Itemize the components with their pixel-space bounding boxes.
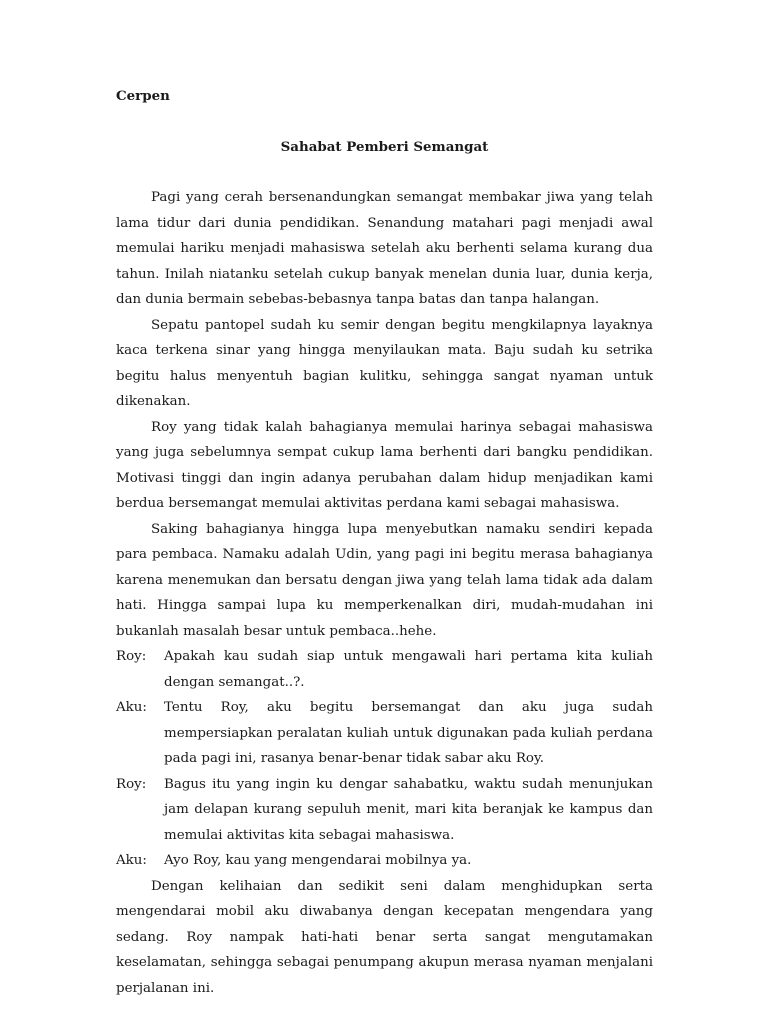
paragraph: Dengan kelihaian dan sedikit seni dalam menghidupkan serta mengendarai mobil aku diwabanya dengan kecepatan mengendara yang sedang. Roy nampak hati-hati benar serta sangat mengutamakan keselamatan, sehingga sebagai penumpang akupun merasa nyaman menjalani perjalanan ini. [116, 878, 653, 996]
paragraph: Roy yang tidak kalah bahagianya memulai harinya sebagai mahasiswa yang juga sebelumnya sempat cukup lama berhenti dari bangku pendidikan. Motivasi tinggi dan ingin adanya perubahan dalam hidup menjadikan kami berdua bersemangat memulai aktivitas perdana kami sebagai mahasiswa. [116, 419, 653, 511]
dialogue-text: Bagus itu yang ingin ku dengar sahabatku, waktu sudah menunjukan jam delapan kurang sepuluh menit, mari kita beranjak ke kampus dan memulai aktivitas kita sebagai mahasiswa. [164, 776, 653, 843]
dialogue-speaker: Roy: [116, 776, 147, 792]
dialogue-speaker: Roy: [116, 649, 147, 664]
genre-label: Cerpen [116, 88, 170, 104]
dialogue-line [116, 772, 653, 849]
paragraph: Saking bahagianya hingga lupa menyebutkan namaku sendiri kepada para pembaca. Namaku adalah Udin, yang pagi ini begitu merasa bahagianya karena menemukan dan bersatu dengan jiwa yang telah lama tidak ada dalam hati. Hingga sampai lupa ku memperkenalkan diri, mudah-mudahan ini bukanlah masalah besar untuk pembaca..hehe. [116, 521, 653, 639]
dialogue-line [116, 695, 653, 772]
document-page [116, 84, 653, 1001]
paragraph: Pagi yang cerah bersenandungkan semangat membakar jiwa yang telah lama tidur dari dunia pendidikan. Senandung matahari pagi menjadi awal memulai hariku menjadi mahasiswa setelah aku berhenti selama kurang dua tahun. Inilah niatanku setelah cukup banyak menelan dunia luar, dunia kerja, dan dunia bermain sebebas-bebasnya tanpa batas dan tanpa halangan. [116, 190, 653, 307]
dialogue-text: Ayo Roy, kau yang mengendarai mobilnya ya. [164, 853, 472, 868]
dialogue-speaker: Aku: [116, 700, 147, 715]
dialogue-text: Apakah kau sudah siap untuk mengawali hari pertama kita kuliah dengan semangat..?. [164, 649, 653, 690]
dialogue-line [116, 848, 653, 874]
dialogue-line [116, 644, 653, 695]
paragraph: Sepatu pantopel sudah ku semir dengan begitu mengkilapnya layaknya kaca terkena sinar yang hingga menyilaukan mata. Baju sudah ku setrika begitu halus menyentuh bagian kulitku, sehingga sangat nyaman untuk dikenakan. [116, 317, 653, 409]
dialogue-speaker: Aku: [116, 853, 147, 868]
dialogue-text: Tentu Roy, aku begitu bersemangat dan aku juga sudah mempersiapkan peralatan kuliah untuk digunakan pada kuliah perdana pada pagi ini, rasanya benar-benar tidak sabar aku Roy. [164, 700, 653, 766]
story-title: Sahabat Pemberi Semangat [280, 138, 489, 155]
